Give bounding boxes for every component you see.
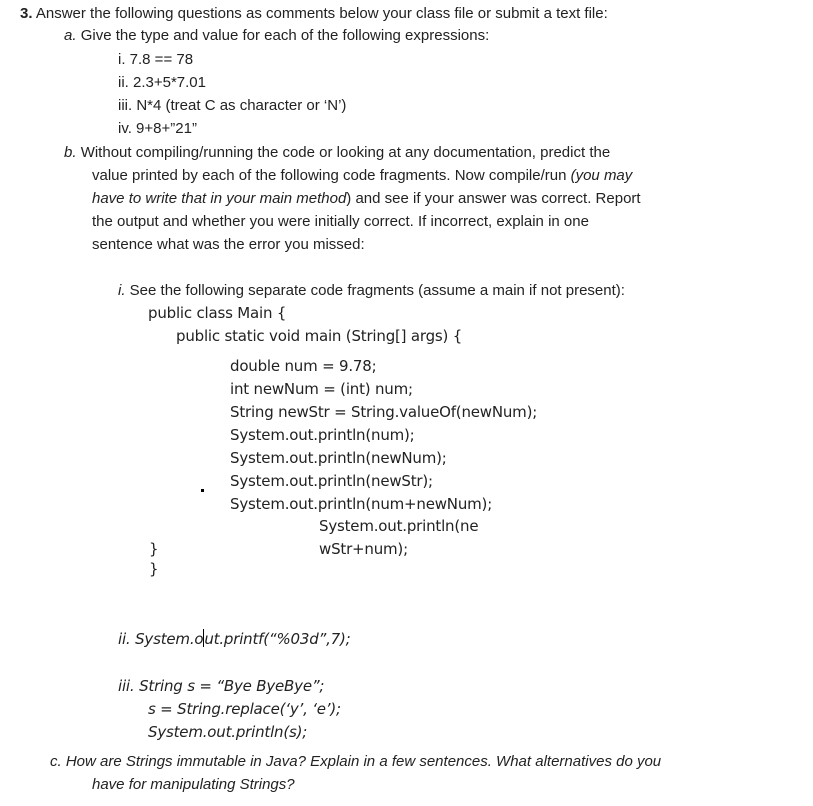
part-b-line-5: sentence what was the error you missed:: [92, 236, 365, 253]
part-b-ii-code-post: ut.printf(“%03d”,7);: [204, 630, 351, 648]
part-b-ii-label: ii.: [118, 630, 131, 648]
part-b-iii-line-1: [118, 676, 324, 696]
part-b-iii-label: iii.: [118, 677, 135, 695]
part-c-line-2: have for manipulating Strings?: [92, 776, 295, 793]
part-b-line-3: [92, 189, 641, 209]
code-line-print-newnum: System.out.println(newNum);: [230, 449, 447, 467]
part-a-item-iv: iv. 9+8+”21”: [118, 120, 197, 137]
question-title: Answer the following questions as comments below your class file or submit a text file:: [35, 5, 608, 22]
code-line-print-concat-2: wStr+num);: [319, 540, 408, 558]
part-a-text: Give the type and value for each of the following expressions:: [80, 27, 490, 44]
part-b-ii-code-pre: System.o: [135, 630, 204, 648]
code-line-int: int newNum = (int) num;: [230, 380, 413, 398]
part-b-text-2-italic: (you may: [570, 167, 633, 184]
code-line-class: public class Main {: [148, 304, 287, 322]
code-line-print-newstr: System.out.println(newStr);: [230, 472, 433, 490]
part-b-line-2: [92, 166, 632, 186]
code-line-double: double num = 9.78;: [230, 357, 377, 375]
part-b-i-intro: [118, 281, 625, 301]
part-b-line-4: the output and whether you were initially correct. If incorrect, explain in one: [92, 213, 589, 230]
part-a-label: a.: [64, 27, 77, 44]
part-a-item-ii: ii. 2.3+5*7.01: [118, 74, 206, 91]
part-b-line-1: [64, 143, 610, 163]
code-close-brace-2: }: [149, 560, 159, 578]
code-line-print-num: System.out.println(num);: [230, 426, 415, 444]
part-b-iii-line-3: System.out.println(s);: [148, 723, 308, 741]
stray-dot: [201, 489, 204, 492]
part-c-text-1: How are Strings immutable in Java? Explain in a few sentences. What alternatives do you: [65, 753, 662, 770]
part-b-label: b.: [64, 144, 77, 161]
text-cursor: [203, 629, 204, 647]
code-close-brace-1: }: [149, 540, 159, 558]
code-line-print-sum: System.out.println(num+newNum);: [230, 495, 493, 513]
part-a-heading: [64, 26, 489, 46]
part-a-item-iii: iii. N*4 (treat C as character or ‘N’): [118, 97, 347, 114]
part-b-i-text: See the following separate code fragments (assume a main if not present):: [129, 282, 625, 299]
part-c-line-1: [50, 752, 661, 772]
part-b-text-2: value printed by each of the following code fragments. Now compile/run: [92, 167, 571, 184]
part-b-ii: [118, 629, 351, 649]
part-b-text-3: ) and see if your answer was correct. Report: [346, 190, 641, 207]
code-line-main: public static void main (String[] args) {: [176, 327, 463, 345]
question-3-heading: [20, 4, 608, 24]
question-number: 3.: [20, 5, 33, 22]
code-line-print-concat-1: System.out.println(ne: [319, 517, 479, 535]
part-b-iii-code-1: String s = “Bye ByeBye”;: [139, 677, 325, 695]
part-b-iii-line-2: s = String.replace(‘y’, ‘e’);: [148, 700, 341, 718]
part-c-label: c.: [50, 753, 62, 770]
part-b-text-1: Without compiling/running the code or looking at any documentation, predict the: [80, 144, 611, 161]
code-line-string: String newStr = String.valueOf(newNum);: [230, 403, 538, 421]
part-a-item-i: i. 7.8 == 78: [118, 51, 194, 68]
part-b-i-label: i.: [118, 282, 126, 299]
part-b-text-3-italic: have to write that in your main method: [92, 190, 347, 207]
